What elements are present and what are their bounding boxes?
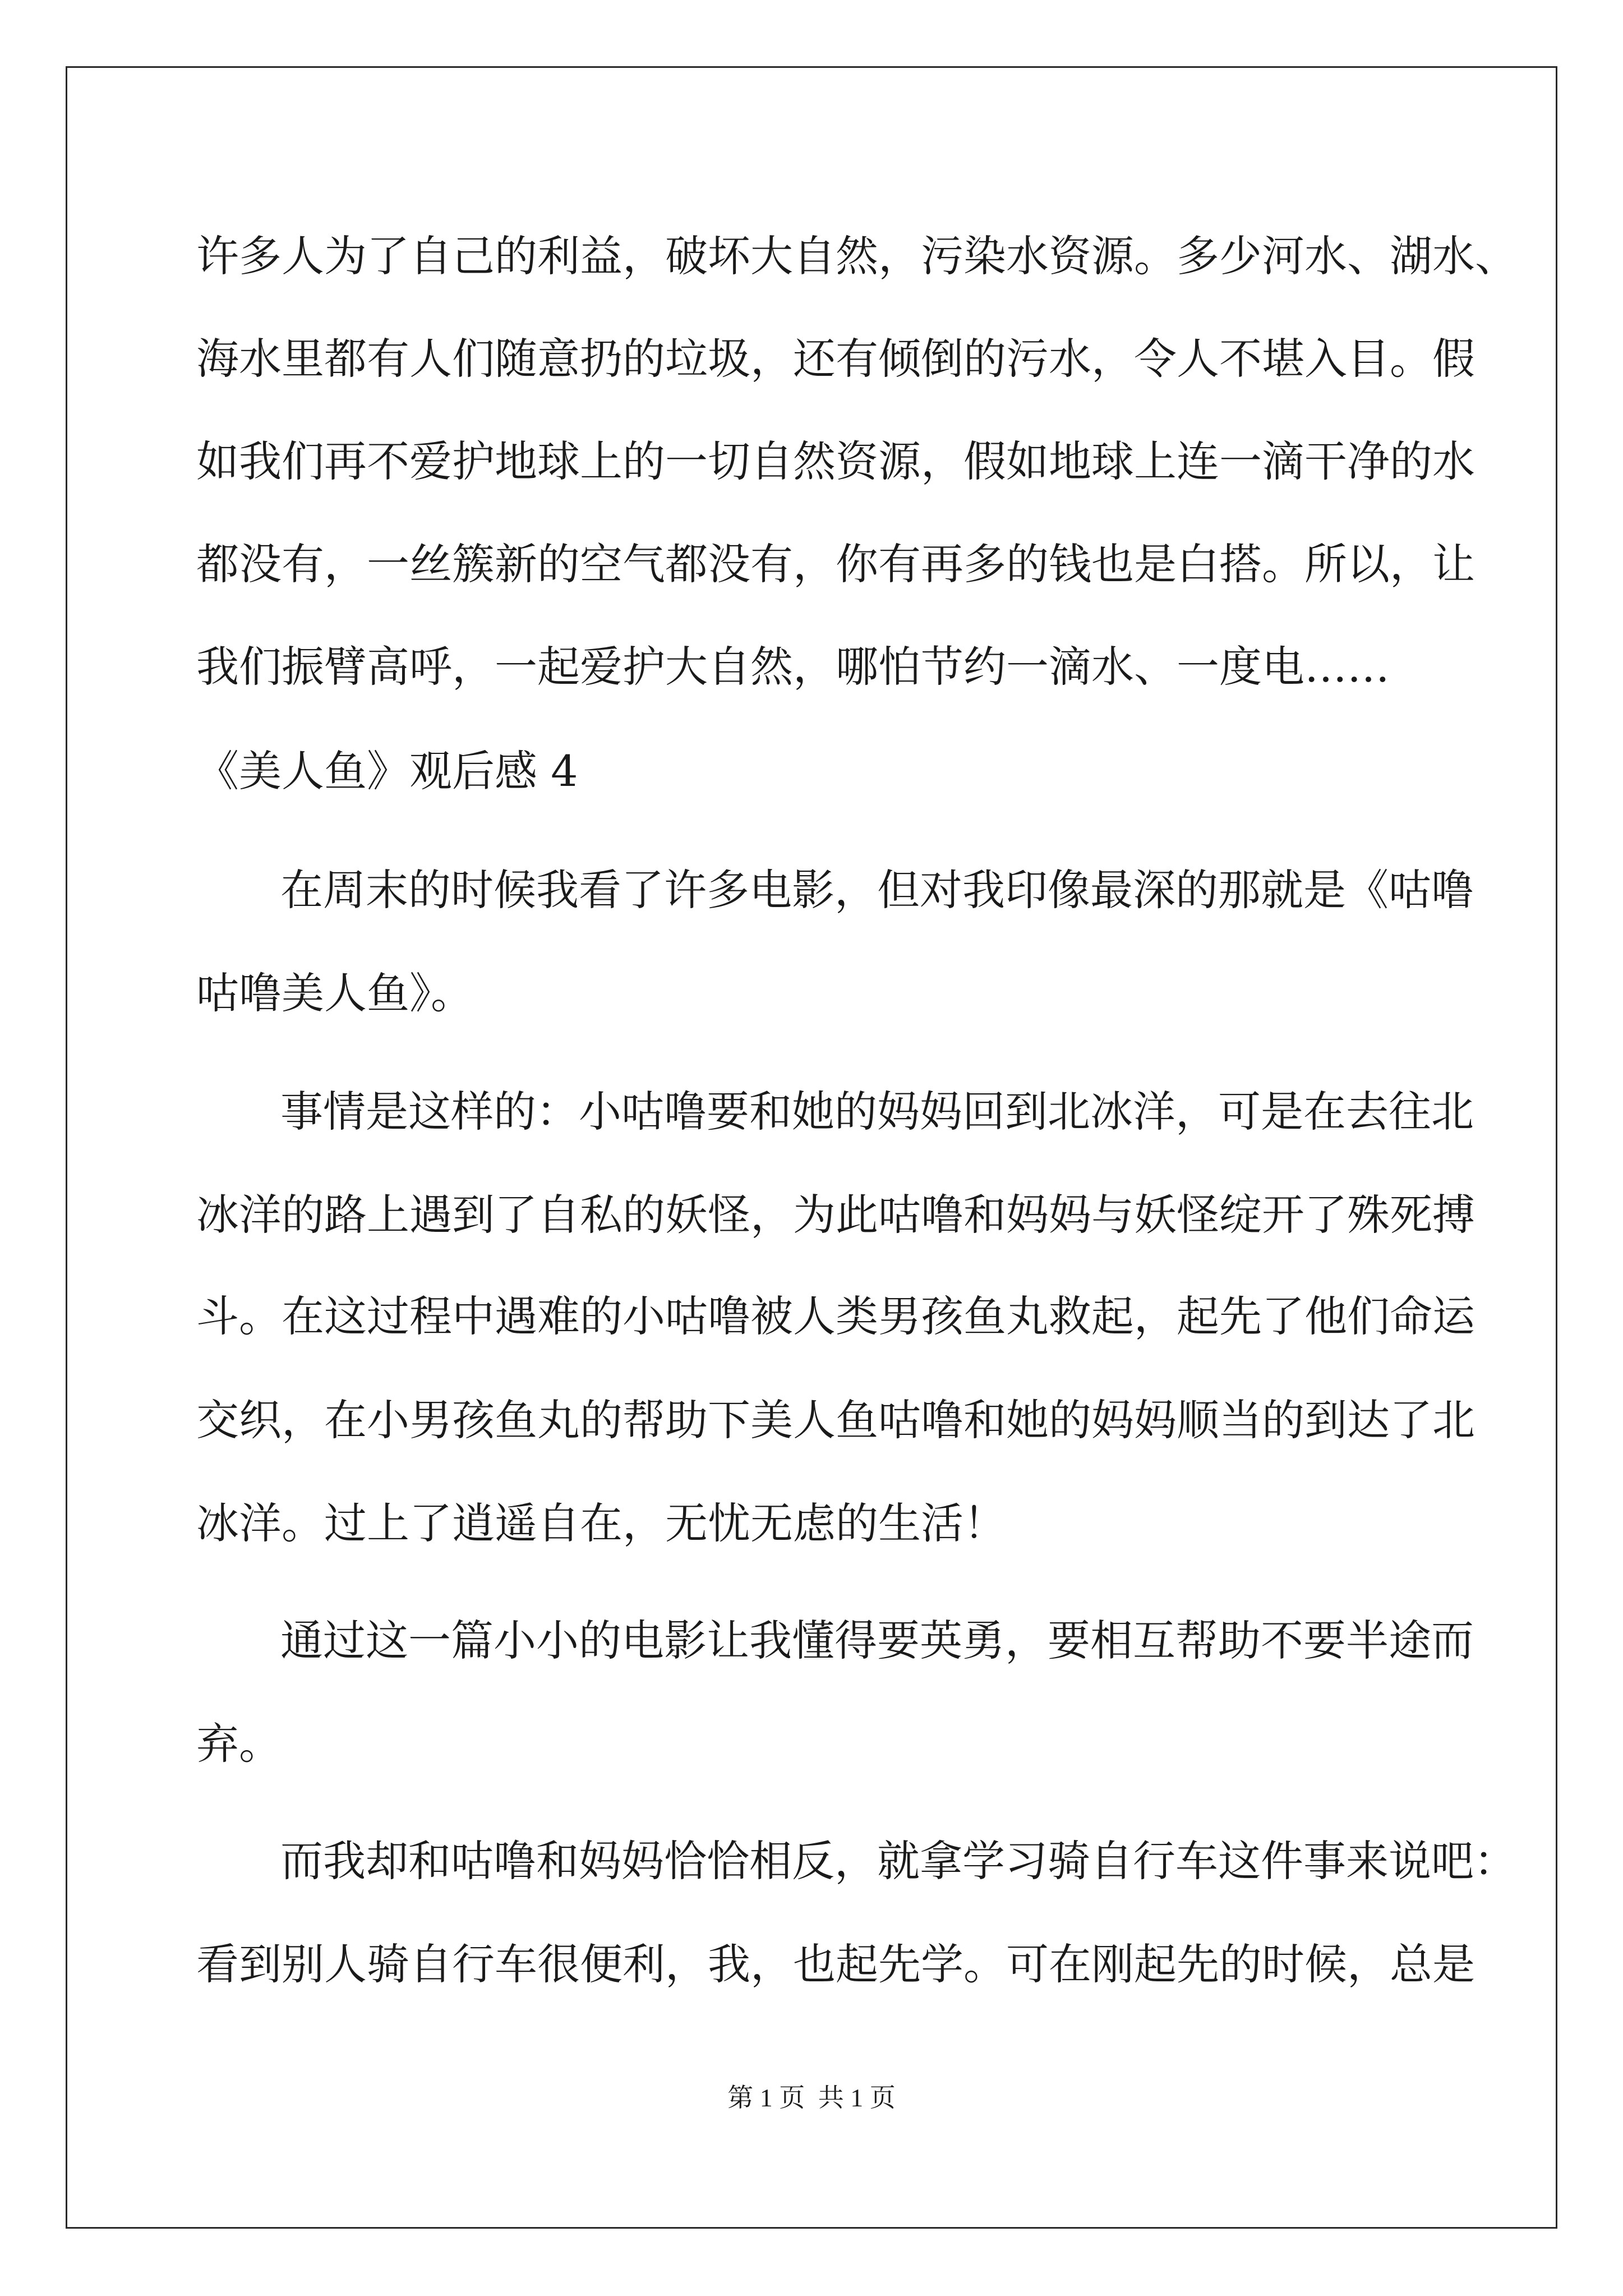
paragraph-line: 都没有，一丝簇新的空气都没有，你有再多的钱也是白搭。所以，让 [196,539,1475,589]
paragraph-line: 而我却和咕噜和妈妈恰恰相反，就拿学习骑自行车这件事来说吧： [280,1836,1516,1886]
paragraph-line: 斗。在这过程中遇难的小咕噜被人类男孩鱼丸救起，起先了他们命运 [196,1291,1475,1341]
page-count: 共 1 页 [818,2083,896,2112]
paragraph-line: 看到别人骑自行车很便利，我，也起先学。可在刚起先的时候，总是 [196,1939,1475,1989]
paragraph-line: 如我们再不爱护地球上的一切自然资源，假如地球上连一滴干净的水 [196,436,1475,486]
page-number: 第 1 页 [727,2083,805,2112]
paragraph-line: 在周末的时候我看了许多电影，但对我印像最深的那就是《咕噜 [280,865,1474,915]
section-heading: 《美人鱼》观后感 4 [196,746,578,796]
paragraph-line: 冰洋。过上了逍遥自在，无忧无虑的生活！ [196,1498,1006,1548]
paragraph-line: 许多人为了自己的利益，破坏大自然，污染水资源。多少河水、湖水、 [196,231,1518,281]
paragraph-line: 事情是这样的：小咕噜要和她的妈妈回到北冰洋，可是在去往北 [280,1087,1474,1137]
paragraph-line: 我们振臂高呼，一起爱护大自然，哪怕节约一滴水、一度电…… [196,642,1390,692]
page-footer [0,2081,1623,2115]
paragraph-line: 通过这一篇小小的电影让我懂得要英勇，要相互帮助不要半途而 [280,1616,1474,1665]
paragraph-line: 海水里都有人们随意扔的垃圾，还有倾倒的污水，令人不堪入目。假 [196,334,1475,384]
paragraph-line: 交织，在小男孩鱼丸的帮助下美人鱼咕噜和她的妈妈顺当的到达了北 [196,1395,1475,1445]
paragraph-line: 冰洋的路上遇到了自私的妖怪，为此咕噜和妈妈与妖怪绽开了殊死搏 [196,1190,1475,1240]
paragraph-line: 咕噜美人鱼》。 [196,968,473,1018]
paragraph-line: 弃。 [196,1719,282,1769]
